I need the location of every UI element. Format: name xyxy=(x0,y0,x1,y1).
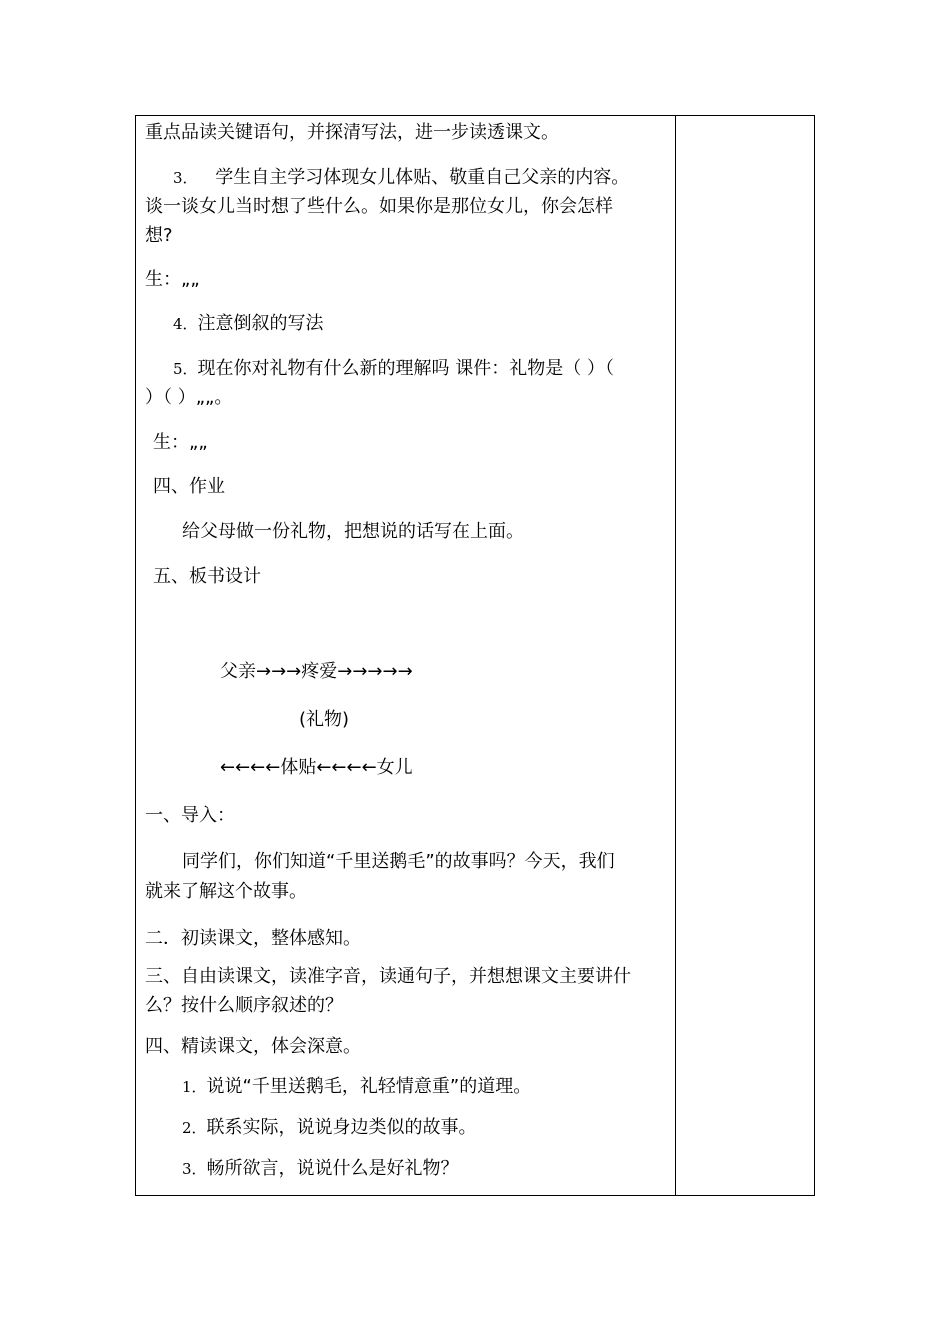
text-line: 给父母做一份礼物，把想说的话写在上面。 xyxy=(182,521,524,542)
text-line: ）（ ）„„。 xyxy=(145,387,233,408)
text-line xyxy=(173,358,614,380)
text-line: 生：„„ xyxy=(145,269,200,290)
text-line: 生：„„ xyxy=(153,432,208,453)
text-line: 么？按什么顺序叙述的？ xyxy=(145,995,343,1016)
item-text: 畅所欲言，说说什么是好礼物？ xyxy=(206,1158,459,1179)
text-line: 想? xyxy=(145,225,173,246)
section-heading: 二．初读课文，整体感知。 xyxy=(145,928,361,949)
text-line xyxy=(173,313,324,335)
item-text: 现在你对礼物有什么新的理解吗 课件：礼物是（ ）（ xyxy=(197,358,614,379)
text-line xyxy=(182,1076,531,1098)
notes-cell xyxy=(676,116,814,1195)
item-text: 说说“千里送鹅毛，礼轻情意重”的道理。 xyxy=(206,1076,532,1097)
text-line: 重点品读关键语句，并探清写法，进一步读透课文。 xyxy=(145,122,559,143)
section-heading: 四、精读课文，体会深意。 xyxy=(145,1036,361,1057)
text-line: 就来了解这个故事。 xyxy=(145,881,307,902)
item-number: 1． xyxy=(182,1078,207,1096)
item-text: 学生自主学习体现女儿体贴、敬重自己父亲的内容。 xyxy=(215,167,630,188)
text-line xyxy=(182,1158,459,1180)
section-heading: 五、板书设计 xyxy=(153,566,261,587)
lesson-content-cell xyxy=(136,116,675,1195)
text-line: 谈一谈女儿当时想了些什么。如果你是那位女儿，你会怎样 xyxy=(145,196,613,217)
section-heading: 四、作业 xyxy=(153,476,225,497)
section-heading: 一、导入： xyxy=(145,805,235,826)
item-number: 2． xyxy=(182,1119,207,1137)
board-line: 父亲→→→疼爱→→→→→ xyxy=(220,661,413,682)
item-text: 联系实际，说说身边类似的故事。 xyxy=(206,1117,477,1138)
text-line xyxy=(173,167,629,189)
board-line: (礼物) xyxy=(299,709,350,730)
item-number: 3． xyxy=(173,169,198,187)
item-text: 注意倒叙的写法 xyxy=(197,313,324,334)
item-number: 5． xyxy=(173,360,198,378)
text-line xyxy=(182,1117,477,1139)
lesson-table xyxy=(135,115,815,1196)
item-number: 3． xyxy=(182,1160,207,1178)
item-number: 4． xyxy=(173,315,198,333)
text-line: 同学们，你们知道“千里送鹅毛”的故事吗？今天，我们 xyxy=(182,851,615,872)
section-heading: 三、自由读课文，读准字音，读通句子，并想想课文主要讲什 xyxy=(145,966,631,987)
board-line: ←←←←体贴←←←←女儿 xyxy=(220,757,413,778)
